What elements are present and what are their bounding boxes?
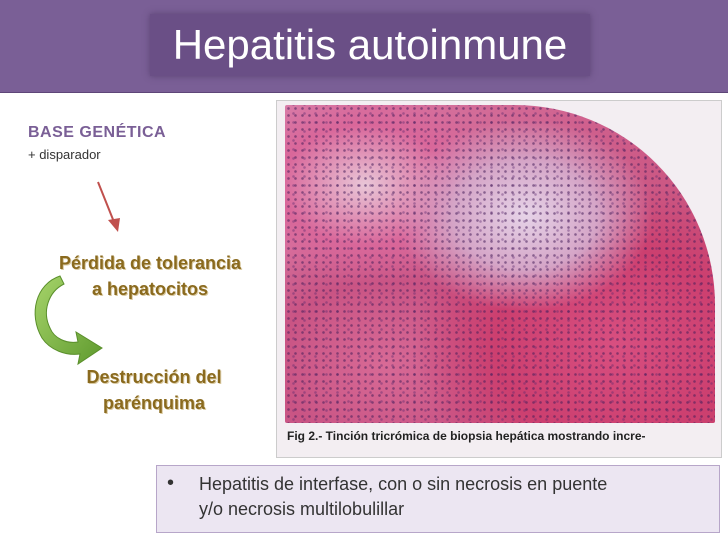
- biopsy-micrograph-image: [285, 105, 715, 423]
- title-bar: [0, 0, 728, 93]
- base-genetic-label: BASE GENÉTICA: [28, 124, 167, 141]
- bullet-line-1: Hepatitis de interfase, con o sin necrosis en puente: [199, 474, 608, 494]
- biopsy-figure: [276, 100, 722, 458]
- bullet-line-2: y/o necrosis multilobulillar: [199, 499, 405, 519]
- bullet-text: [199, 472, 709, 522]
- tolerance-line-2: a hepatocitos: [91, 279, 209, 299]
- destruction-line-1: Destrucción del: [86, 367, 222, 387]
- green-curved-arrow-icon: [22, 270, 112, 370]
- trigger-label: + disparador: [28, 147, 101, 162]
- bullet-box: [156, 465, 720, 533]
- parenchyma-destruction-text: [66, 364, 242, 416]
- figure-caption: Fig 2.- Tinción tricrómica de biopsia hepática mostrando incre-: [287, 429, 646, 443]
- destruction-line-2: parénquima: [102, 393, 206, 413]
- bullet-marker: •: [167, 472, 175, 494]
- tolerance-line-1: Pérdida de tolerancia: [58, 253, 242, 273]
- red-down-arrow-icon: [90, 178, 130, 238]
- slide-title: Hepatitis autoinmune: [150, 14, 590, 76]
